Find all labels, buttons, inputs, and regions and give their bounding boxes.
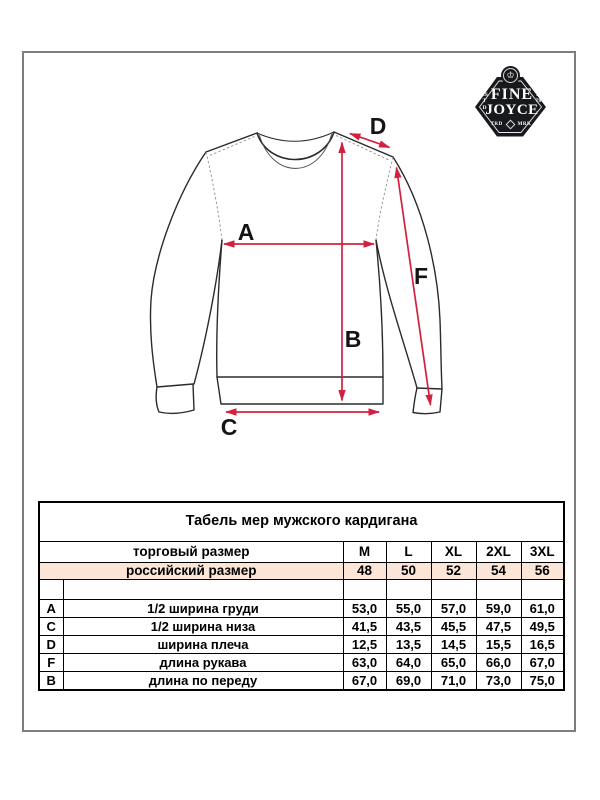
garment-left-shoulder-line <box>206 133 257 152</box>
measure-value: 67,0 <box>521 654 564 672</box>
russian-size-value: 50 <box>386 563 431 580</box>
measure-value: 41,5 <box>343 618 386 636</box>
measure-label: 1/2 ширина груди <box>63 600 343 618</box>
garment-back-neck-line <box>257 132 334 141</box>
badge-trademark-row <box>480 121 542 128</box>
spacer-cell <box>476 580 521 600</box>
measure-row-a <box>39 600 564 618</box>
measure-letter: C <box>39 618 63 636</box>
size-table <box>38 501 565 691</box>
badge-mrk-text: MRK <box>517 122 532 127</box>
measure-value: 65,0 <box>431 654 476 672</box>
garment-left-sleeve-outer-line <box>150 152 206 387</box>
measure-row-f <box>39 654 564 672</box>
brand-name-line1: FINE <box>490 86 534 103</box>
measure-value: 63,0 <box>343 654 386 672</box>
measure-row-b <box>39 672 564 691</box>
badge-trd-text: TRD <box>490 122 503 127</box>
spacer-cell <box>386 580 431 600</box>
crown-icon: ♔ <box>506 70 515 80</box>
garment-right-armhole-seam <box>376 157 393 240</box>
measure-value: 16,5 <box>521 636 564 654</box>
badge-crown-emblem <box>501 66 520 85</box>
measure-value: 15,5 <box>476 636 521 654</box>
measure-row-d <box>39 636 564 654</box>
measure-value: 13,5 <box>386 636 431 654</box>
measure-letter: B <box>39 672 63 691</box>
russian-size-label: российский размер <box>39 563 343 580</box>
sweatshirt-seam-stitches <box>206 136 393 241</box>
trade-size-row <box>39 542 564 563</box>
table-title: Табель мер мужского кардигана <box>39 502 564 542</box>
russian-size-row <box>39 563 564 580</box>
spacer-cell <box>343 580 386 600</box>
measure-value: 57,0 <box>431 600 476 618</box>
russian-size-value: 54 <box>476 563 521 580</box>
brand-name-line2: JOYCE <box>485 102 539 118</box>
russian-size-value: 52 <box>431 563 476 580</box>
measure-value: 12,5 <box>343 636 386 654</box>
measure-label-b: B <box>344 326 362 352</box>
measure-value: 49,5 <box>521 618 564 636</box>
measure-value: 47,5 <box>476 618 521 636</box>
spacer-cell <box>63 580 343 600</box>
measure-value: 75,0 <box>521 672 564 691</box>
trade-size-value: M <box>343 542 386 563</box>
russian-size-value: 48 <box>343 563 386 580</box>
measure-label-d: D <box>369 113 387 139</box>
measure-value: 69,0 <box>386 672 431 691</box>
diamond-ornament-icon <box>505 120 515 130</box>
trade-size-value: XL <box>431 542 476 563</box>
spacer-cell <box>39 580 63 600</box>
measure-label-f: F <box>413 263 429 289</box>
trade-size-value: L <box>386 542 431 563</box>
russian-size-value: 56 <box>521 563 564 580</box>
garment-right-cuff <box>413 388 442 414</box>
spacer-row <box>39 580 564 600</box>
measure-label-c: C <box>220 414 238 440</box>
measure-value: 67,0 <box>343 672 386 691</box>
table-title-row <box>39 502 564 542</box>
garment-left-shoulder-seam <box>210 137 255 156</box>
measure-value: 45,5 <box>431 618 476 636</box>
measurement-arrows <box>224 134 431 412</box>
garment-hem-band <box>217 377 383 404</box>
measure-row-c <box>39 618 564 636</box>
badge-estd-text: ESTD <box>481 92 488 111</box>
garment-left-cuff <box>156 384 194 413</box>
measure-value: 71,0 <box>431 672 476 691</box>
garment-left-armhole-seam <box>206 152 222 240</box>
trade-size-value: 3XL <box>521 542 564 563</box>
measure-value: 64,0 <box>386 654 431 672</box>
measure-label-a: A <box>237 219 255 245</box>
measure-label: длина рукава <box>63 654 343 672</box>
measure-letter: A <box>39 600 63 618</box>
measure-label: 1/2 ширина низа <box>63 618 343 636</box>
trade-size-value: 2XL <box>476 542 521 563</box>
spacer-cell <box>521 580 564 600</box>
measure-value: 61,0 <box>521 600 564 618</box>
measure-letter: D <box>39 636 63 654</box>
badge-crown-ring <box>503 68 518 83</box>
measure-label: длина по переду <box>63 672 343 691</box>
measure-value: 55,0 <box>386 600 431 618</box>
spacer-cell <box>431 580 476 600</box>
trade-size-label: торговый размер <box>39 542 343 563</box>
measure-value: 66,0 <box>476 654 521 672</box>
garment-right-shoulder-seam <box>336 136 390 161</box>
garment-right-body-side-line <box>376 240 383 377</box>
measure-label: ширина плеча <box>63 636 343 654</box>
measure-value: 43,5 <box>386 618 431 636</box>
measure-letter: F <box>39 654 63 672</box>
measure-value: 59,0 <box>476 600 521 618</box>
measure-value: 73,0 <box>476 672 521 691</box>
measure-value: 53,0 <box>343 600 386 618</box>
measure-value: 14,5 <box>431 636 476 654</box>
badge-year-text: 1978 <box>535 92 542 105</box>
